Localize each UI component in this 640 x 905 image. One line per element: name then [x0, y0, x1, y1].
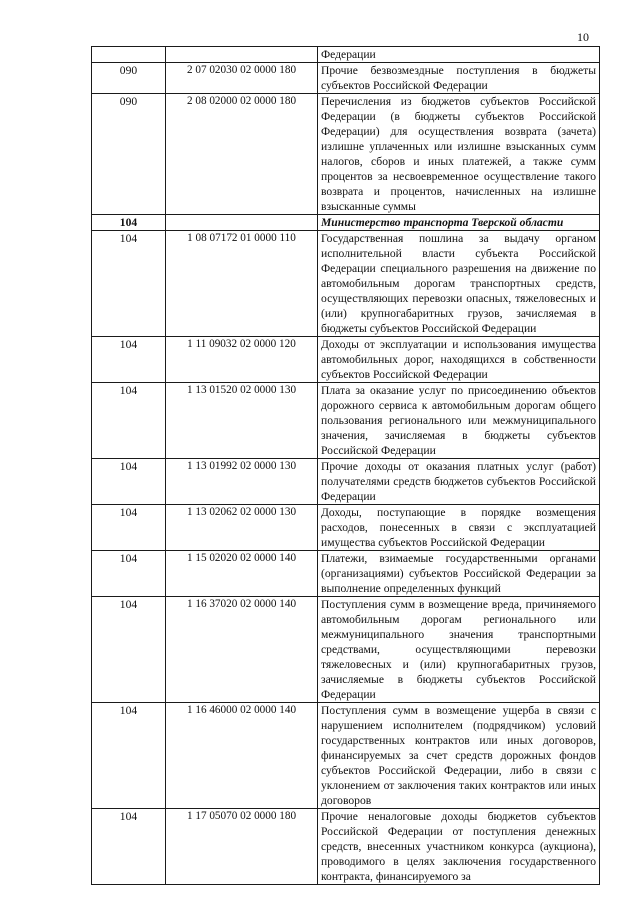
admin-code-cell: 104 [92, 231, 166, 337]
admin-code-cell: 104 [92, 597, 166, 703]
table-row [92, 505, 600, 551]
revenue-code-cell: 1 11 09032 02 0000 120 [166, 337, 318, 383]
table-row [92, 337, 600, 383]
revenue-codes-table [91, 46, 600, 885]
revenue-name-cell: Доходы, поступающие в порядке возмещения расходов, понесенных в связи с эксплуатацией имущества субъектов Российской Федерации [318, 505, 600, 551]
table-row [92, 459, 600, 505]
revenue-code-cell: 1 08 07172 01 0000 110 [166, 231, 318, 337]
admin-code-cell: 104 [92, 551, 166, 597]
revenue-name-cell: Платежи, взимаемые государственными органами (организациями) субъектов Российской Федерации за выполнение определенных функций [318, 551, 600, 597]
admin-code-cell: 104 [92, 337, 166, 383]
admin-code-cell: 090 [92, 94, 166, 215]
admin-code-cell [92, 47, 166, 63]
revenue-name-cell: Прочие доходы от оказания платных услуг (работ) получателями средств бюджетов субъектов Российской Федерации [318, 459, 600, 505]
revenue-name-cell: Министерство транспорта Тверской области [318, 215, 600, 231]
section-header-row [92, 215, 600, 231]
table-body [92, 47, 600, 885]
page-number: 10 [577, 30, 589, 44]
admin-code-cell: 104 [92, 459, 166, 505]
revenue-code-cell: 1 15 02020 02 0000 140 [166, 551, 318, 597]
revenue-code-cell: 1 16 37020 02 0000 140 [166, 597, 318, 703]
table-row [92, 231, 600, 337]
revenue-code-cell: 1 17 05070 02 0000 180 [166, 809, 318, 885]
revenue-code-cell: 1 13 01520 02 0000 130 [166, 383, 318, 459]
revenue-code-cell: 2 08 02000 02 0000 180 [166, 94, 318, 215]
revenue-code-cell: 1 13 01992 02 0000 130 [166, 459, 318, 505]
admin-code-cell: 104 [92, 215, 166, 231]
revenue-code-cell [166, 47, 318, 63]
revenue-name-cell: Прочие неналоговые доходы бюджетов субъектов Российской Федерации от поступления денежных средств, внесенных участником конкурса (аукциона), проводимого в целях заключения государственного контракта, финансируемого за [318, 809, 600, 885]
revenue-name-cell: Прочие безвозмездные поступления в бюджеты субъектов Российской Федерации [318, 63, 600, 94]
table-row [92, 94, 600, 215]
admin-code-cell: 090 [92, 63, 166, 94]
revenue-name-cell: Поступления сумм в возмещение вреда, причиняемого автомобильным дорогам регионального или межмуниципального значения транспортными средствами, осуществляющими перевозки тяжеловесных и (или) крупногабаритных грузов, зачисляемые в бюджеты субъектов Российской Федерации [318, 597, 600, 703]
revenue-name-cell: Федерации [318, 47, 600, 63]
revenue-code-cell: 1 16 46000 02 0000 140 [166, 703, 318, 809]
revenue-code-cell [166, 215, 318, 231]
revenue-code-cell: 1 13 02062 02 0000 130 [166, 505, 318, 551]
table-row [92, 47, 600, 63]
table-row [92, 551, 600, 597]
admin-code-cell: 104 [92, 383, 166, 459]
revenue-name-cell: Доходы от эксплуатации и использования имущества автомобильных дорог, находящихся в собственности субъектов Российской Федерации [318, 337, 600, 383]
admin-code-cell: 104 [92, 809, 166, 885]
admin-code-cell: 104 [92, 703, 166, 809]
revenue-name-cell: Государственная пошлина за выдачу органом исполнительной власти субъекта Российской Федерации специального разрешения на движение по автомобильным дорогам транспортных средств, осуществляющих перевозки опасных, тяжеловесных и (или) крупногабаритных грузов, зачисляемая в бюджеты субъектов Российской Федерации [318, 231, 600, 337]
revenue-name-cell: Плата за оказание услуг по присоединению объектов дорожного сервиса к автомобильным дорогам общего пользования регионального или межмуниципального значения, зачисляемая в бюджеты субъектов Российской Федерации [318, 383, 600, 459]
revenue-name-cell: Поступления сумм в возмещение ущерба в связи с нарушением исполнителем (подрядчиком) условий государственных контрактов или иных договоров, финансируемых за счет средств дорожных фондов субъектов Российской Федерации, либо в связи с уклонением от заключения таких контрактов или иных договоров [318, 703, 600, 809]
table-row [92, 597, 600, 703]
table-row [92, 703, 600, 809]
table-row [92, 63, 600, 94]
revenue-code-cell: 2 07 02030 02 0000 180 [166, 63, 318, 94]
table-row [92, 383, 600, 459]
table-row [92, 809, 600, 885]
revenue-name-cell: Перечисления из бюджетов субъектов Российской Федерации (в бюджеты субъектов Российской Федерации) для осуществления возврата (зачета) излишне уплаченных или излишне взысканных сумм налогов, сборов и иных платежей, а также сумм процентов за несвоевременное осуществление такого возврата и процентов, начисленных на излишне взысканные суммы [318, 94, 600, 215]
admin-code-cell: 104 [92, 505, 166, 551]
